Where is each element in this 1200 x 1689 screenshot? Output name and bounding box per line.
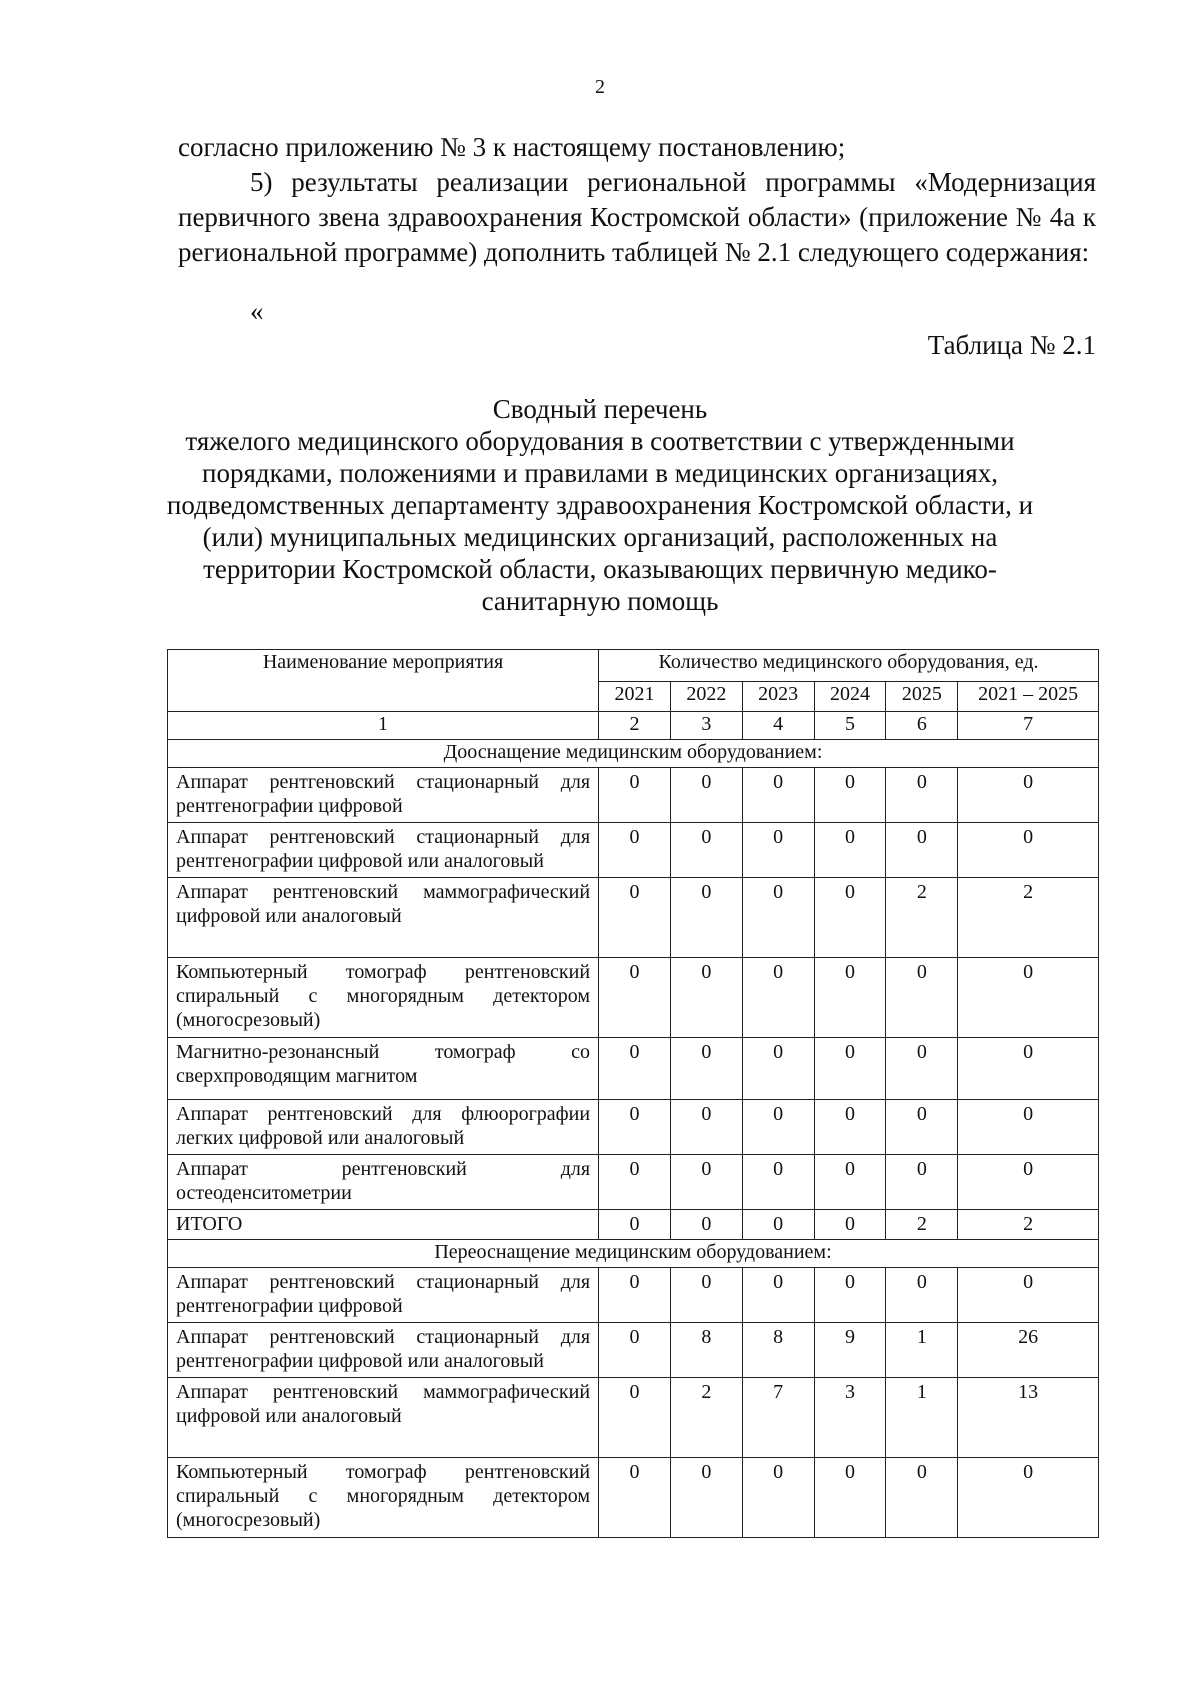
table-row <box>168 1323 1099 1378</box>
row-value: 0 <box>814 1155 886 1210</box>
page-number: 2 <box>595 76 605 98</box>
row-name: Магнитно-резонансный томограф со сверхпроводящим магнитом <box>168 1038 599 1100</box>
row-value: 0 <box>599 768 671 823</box>
row-value: 0 <box>599 1155 671 1210</box>
column-header-name: Наименование мероприятия <box>168 650 599 712</box>
row-name: Аппарат рентгеновский маммографический цифровой или аналоговый <box>168 1378 599 1458</box>
row-value: 0 <box>742 1268 814 1323</box>
section-title-re-equipment: Переоснащение медицинским оборудованием: <box>168 1240 1099 1268</box>
row-value: 9 <box>814 1323 886 1378</box>
row-value: 2 <box>670 1378 742 1458</box>
row-total: 0 <box>958 1100 1099 1155</box>
total-label: ИТОГО <box>168 1210 599 1240</box>
row-value: 0 <box>670 823 742 878</box>
row-value: 0 <box>886 1268 958 1323</box>
row-total: 0 <box>958 958 1099 1038</box>
column-number: 4 <box>742 712 814 740</box>
row-value: 0 <box>670 1268 742 1323</box>
row-value: 1 <box>886 1378 958 1458</box>
row-name: Компьютерный томограф рентгеновский спиральный с многорядным детектором (многосрезовый) <box>168 958 599 1038</box>
row-name: Аппарат рентгеновский стационарный для рентгенографии цифровой или аналоговый <box>168 823 599 878</box>
row-value: 0 <box>742 768 814 823</box>
equipment-table <box>167 649 1099 1538</box>
row-value: 0 <box>814 958 886 1038</box>
row-value: 0 <box>670 768 742 823</box>
row-value: 0 <box>886 823 958 878</box>
column-number: 3 <box>670 712 742 740</box>
row-total: 0 <box>958 823 1099 878</box>
row-value: 0 <box>599 1268 671 1323</box>
year-header: 2024 <box>814 682 886 712</box>
row-value: 0 <box>599 878 671 958</box>
row-value: 0 <box>670 1100 742 1155</box>
column-number: 1 <box>168 712 599 740</box>
row-total: 0 <box>958 1458 1099 1538</box>
row-value: 0 <box>742 1100 814 1155</box>
row-value: 0 <box>886 1458 958 1538</box>
row-value: 0 <box>742 958 814 1038</box>
row-value: 0 <box>599 823 671 878</box>
row-value: 0 <box>742 1458 814 1538</box>
total-value: 0 <box>814 1210 886 1240</box>
row-value: 0 <box>599 1378 671 1458</box>
row-value: 0 <box>814 1038 886 1100</box>
row-value: 8 <box>670 1323 742 1378</box>
row-value: 0 <box>814 1458 886 1538</box>
row-value: 8 <box>742 1323 814 1378</box>
row-value: 0 <box>886 958 958 1038</box>
title-line: санитарную помощь <box>481 586 719 616</box>
table-row <box>168 823 1099 878</box>
column-number: 6 <box>886 712 958 740</box>
table-row <box>168 1378 1099 1458</box>
row-value: 0 <box>599 1100 671 1155</box>
row-name: Аппарат рентгеновский стационарный для рентгенографии цифровой или аналоговый <box>168 1323 599 1378</box>
row-value: 0 <box>599 1323 671 1378</box>
column-number: 2 <box>599 712 671 740</box>
row-value: 0 <box>886 1155 958 1210</box>
total-value: 0 <box>742 1210 814 1240</box>
column-header-quantity: Количество медицинского оборудования, ед. <box>599 650 1099 682</box>
title-line: тяжелого медицинского оборудования в соответствии с утвержденными <box>185 426 1015 456</box>
row-value: 0 <box>742 878 814 958</box>
table-title <box>100 393 1100 617</box>
table-label: Таблица № 2.1 <box>927 330 1096 360</box>
row-value: 1 <box>886 1323 958 1378</box>
row-value: 2 <box>886 878 958 958</box>
row-value: 0 <box>814 1268 886 1323</box>
row-value: 0 <box>599 1458 671 1538</box>
row-value: 0 <box>670 1038 742 1100</box>
table-row <box>168 1268 1099 1323</box>
row-total: 13 <box>958 1378 1099 1458</box>
year-header: 2025 <box>886 682 958 712</box>
table-row <box>168 1458 1099 1538</box>
table-row <box>168 878 1099 958</box>
year-header-total: 2021 – 2025 <box>958 682 1099 712</box>
row-value: 0 <box>814 878 886 958</box>
row-value: 0 <box>814 768 886 823</box>
opening-quote: « <box>250 296 264 326</box>
column-number: 5 <box>814 712 886 740</box>
title-line: порядками, положениями и правилами в медицинских организациях, <box>202 458 998 488</box>
intro-line-1: согласно приложению № 3 к настоящему постановлению; <box>178 132 846 162</box>
intro-text <box>178 130 1096 270</box>
row-value: 0 <box>814 823 886 878</box>
row-value: 0 <box>670 878 742 958</box>
row-name: Аппарат рентгеновский стационарный для рентгенографии цифровой <box>168 1268 599 1323</box>
table-row <box>168 768 1099 823</box>
title-line: Сводный перечень <box>492 394 708 424</box>
title-line: подведомственных департаменту здравоохранения Костромской области, и <box>166 490 1034 520</box>
row-name: Аппарат рентгеновский для флюорографии легких цифровой или аналоговый <box>168 1100 599 1155</box>
row-name: Аппарат рентгеновский для остеоденситометрии <box>168 1155 599 1210</box>
row-total: 0 <box>958 768 1099 823</box>
total-value: 2 <box>886 1210 958 1240</box>
row-value: 0 <box>886 768 958 823</box>
row-value: 0 <box>742 1155 814 1210</box>
row-name: Компьютерный томограф рентгеновский спиральный с многорядным детектором (многосрезовый) <box>168 1458 599 1538</box>
row-total: 0 <box>958 1155 1099 1210</box>
row-value: 0 <box>886 1038 958 1100</box>
total-value: 0 <box>670 1210 742 1240</box>
column-number: 7 <box>958 712 1099 740</box>
row-value: 3 <box>814 1378 886 1458</box>
row-total: 2 <box>958 878 1099 958</box>
year-header: 2021 <box>599 682 671 712</box>
row-total: 26 <box>958 1323 1099 1378</box>
row-value: 0 <box>742 1038 814 1100</box>
year-header: 2023 <box>742 682 814 712</box>
title-line: (или) муниципальных медицинских организаций, расположенных на <box>202 522 998 552</box>
title-line: территории Костромской области, оказывающих первичную медико- <box>203 554 997 584</box>
table-row <box>168 958 1099 1038</box>
row-value: 0 <box>670 1458 742 1538</box>
total-value: 0 <box>599 1210 671 1240</box>
row-value: 0 <box>742 823 814 878</box>
table-row <box>168 1038 1099 1100</box>
row-value: 7 <box>742 1378 814 1458</box>
row-value: 0 <box>599 1038 671 1100</box>
total-value: 2 <box>958 1210 1099 1240</box>
total-row <box>168 1210 1099 1240</box>
row-name: Аппарат рентгеновский маммографический цифровой или аналоговый <box>168 878 599 958</box>
section-title-additional-equipment: Дооснащение медицинским оборудованием: <box>168 740 1099 768</box>
year-header: 2022 <box>670 682 742 712</box>
table-row <box>168 1100 1099 1155</box>
row-value: 0 <box>814 1100 886 1155</box>
row-total: 0 <box>958 1038 1099 1100</box>
row-value: 0 <box>670 1155 742 1210</box>
intro-paragraph-5: 5) результаты реализации региональной программы «Модернизация первичного звена здравоохранения Костромской области» (приложение № 4а к региональной программе) дополнить таблицей № 2.1 следующего содержания: <box>178 167 1096 267</box>
row-value: 0 <box>886 1100 958 1155</box>
row-value: 0 <box>670 958 742 1038</box>
row-name: Аппарат рентгеновский стационарный для рентгенографии цифровой <box>168 768 599 823</box>
row-total: 0 <box>958 1268 1099 1323</box>
row-value: 0 <box>599 958 671 1038</box>
table-row <box>168 1155 1099 1210</box>
